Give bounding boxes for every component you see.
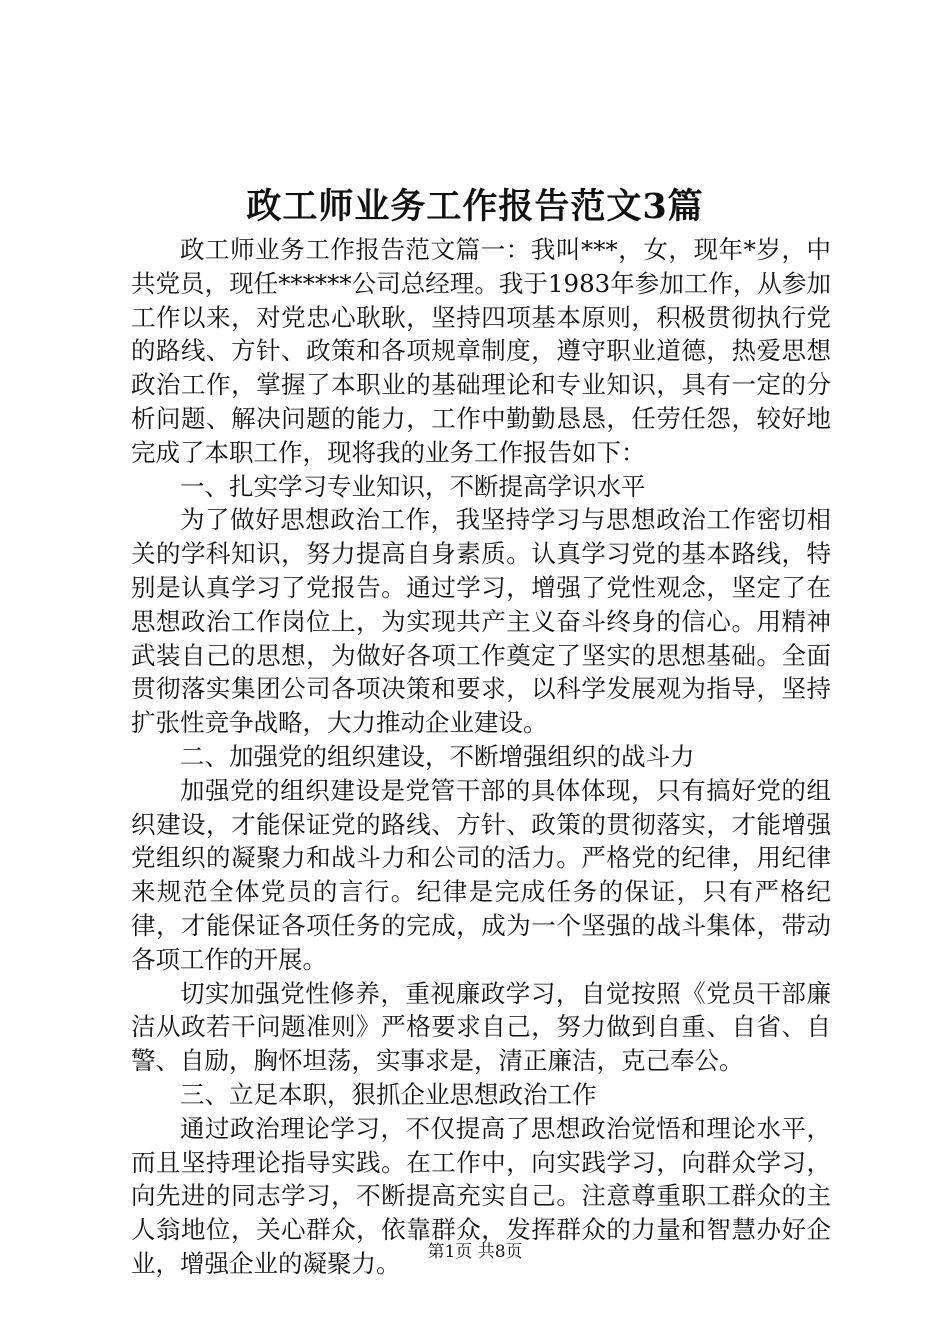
document-body	[131, 233, 831, 1281]
section-3-paragraph: 通过政治理论学习，不仅提高了思想政治觉悟和理论水平，而且坚持理论指导实践。在工作中，向实践学习，向群众学习，向先进的同志学习，不断提高充实自己。注意尊重职工群众的主人翁地位，关心群众，依靠群众，发挥群众的力量和智慧办好企业，增强企业的凝聚力。	[131, 1113, 831, 1278]
section-heading-3: 三、立足本职，狠抓企业思想政治工作	[180, 1079, 597, 1109]
page-number-footer: 第1页 共8页	[427, 1242, 523, 1262]
section-heading-2: 二、加强党的组织建设，不断增强组织的战斗力	[180, 741, 695, 771]
section-2-paragraph-1: 加强党的组织建设是党管干部的具体体现，只有搞好党的组织建设，才能保证党的路线、方针、政策的贯彻落实，才能增强党组织的凝聚力和战斗力和公司的活力。严格党的纪律，用纪律来规范全体党员的言行。纪律是完成任务的保证，只有严格纪律，才能保证各项任务的完成，成为一个坚强的战斗集体，带动各项工作的开展。	[131, 775, 831, 974]
section-2-paragraph-2: 切实加强党性修养，重视廉政学习，自觉按照《党员干部廉洁从政若干问题准则》严格要求自己，努力做到自重、自省、自警、自励，胸怀坦荡，实事求是，清正廉洁，克己奉公。	[131, 978, 831, 1076]
document-title: 政工师业务工作报告范文3篇	[246, 186, 704, 227]
section-heading-1: 一、扎实学习专业知识，不断提高学识水平	[180, 471, 646, 501]
intro-paragraph: 政工师业务工作报告范文篇一：我叫***，女，现年*岁，中共党员，现任******公司总经理。我于1983年参加工作，从参加工作以来，对党忠心耿耿，坚持四项基本原则，积极贯彻执行党的路线、方针、政策和各项规章制度，遵守职业道德，热爱思想政治工作，掌握了本职业的基础理论和专业知识，具有一定的分析问题、解决问题的能力，工作中勤勤恳恳，任劳任怨，较好地完成了本职工作，现将我的业务工作报告如下：	[131, 235, 831, 467]
section-1-paragraph: 为了做好思想政治工作，我坚持学习与思想政治工作密切相关的学科知识，努力提高自身素质。认真学习党的基本路线，特别是认真学习了党报告。通过学习，增强了党性观念，坚定了在思想政治工作岗位上，为实现共产主义奋斗终身的信心。用精神武装自己的思想，为做好各项工作奠定了坚实的思想基础。全面贯彻落实集团公司各项决策和要求，以科学发展观为指导，坚持扩张性竞争战略，大力推动企业建设。	[131, 505, 831, 738]
